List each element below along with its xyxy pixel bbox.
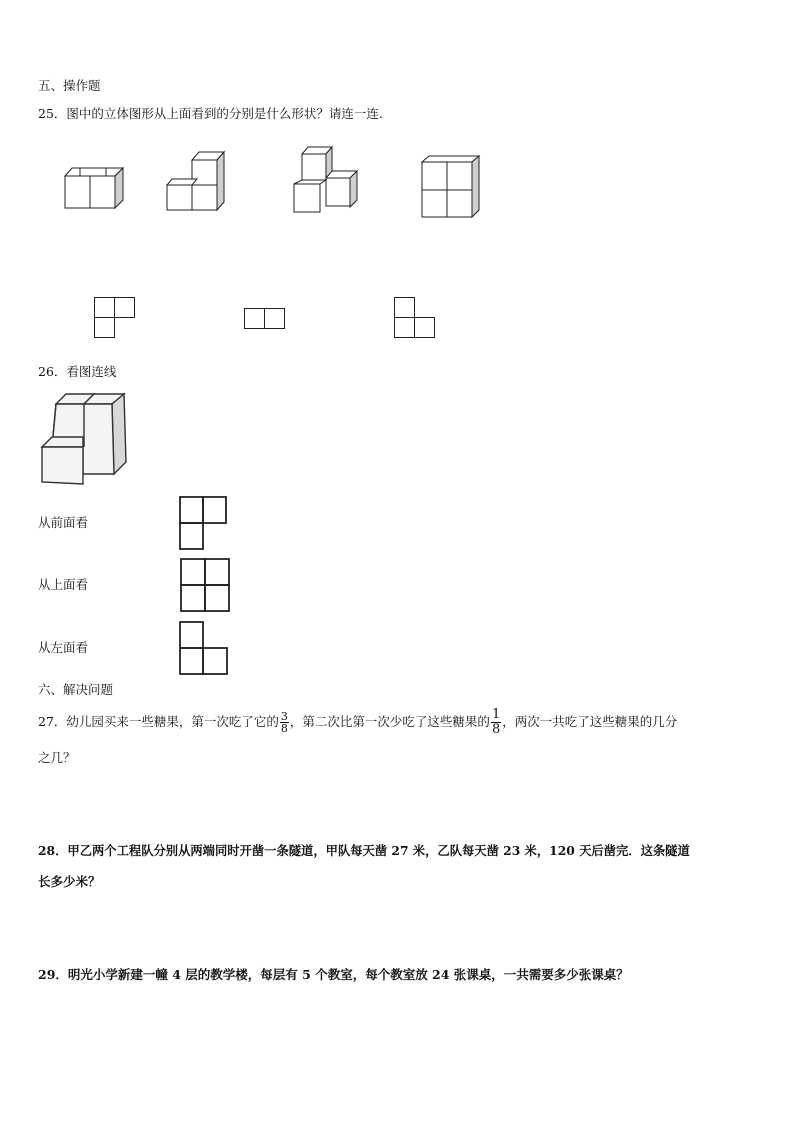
top-view-option-2[interactable]	[244, 308, 288, 332]
section-heading-5: 五、操作题	[38, 78, 101, 93]
question-27-line2: 之几？	[38, 750, 76, 765]
question-25-text: 25．图中的立体图形从上面看到的分别是什么形状？请连一连.	[38, 106, 383, 121]
fraction-numerator: 3	[280, 709, 288, 723]
view-option-c[interactable]	[179, 621, 231, 677]
fraction-3-8	[280, 711, 289, 734]
solid-figure-4	[418, 154, 488, 220]
view-label-front: 从前面看	[38, 515, 89, 530]
fraction-denominator: 8	[491, 721, 501, 737]
view-label-left: 从左面看	[38, 640, 89, 655]
question-29-text: 29．明光小学新建一幢 4 层的教学楼，每层有 5 个教室，每个教室放 24 张课桌，一共需要多少张课桌？	[38, 967, 629, 982]
solid-figure-1	[60, 160, 130, 216]
view-option-b[interactable]	[180, 558, 232, 614]
fraction-1-8	[491, 708, 501, 737]
top-view-option-3[interactable]	[394, 297, 438, 341]
question-27-line1	[38, 704, 677, 740]
top-view-option-1[interactable]	[94, 297, 138, 341]
question-28-line2: 长多少米？	[38, 874, 101, 889]
question-28-line1: 28．甲乙两个工程队分别从两端同时开凿一条隧道，甲队每天凿 27 米，乙队每天凿 23 米，120 天后凿完．这条隧道	[38, 843, 690, 858]
fraction-numerator: 1	[491, 706, 501, 722]
view-label-top: 从上面看	[38, 577, 89, 592]
q27-part1: 27．幼儿园买来一些糖果，第一次吃了它的	[38, 714, 279, 729]
view-option-a[interactable]	[179, 496, 231, 552]
q27-part3: ，两次一共吃了这些糖果的几分	[502, 714, 678, 729]
question-26-text: 26．看图连线	[38, 364, 117, 379]
fraction-denominator: 8	[280, 721, 288, 735]
solid-figure-3	[290, 144, 365, 216]
section-heading-6: 六、解决问题	[38, 682, 114, 697]
solid-figure-2	[163, 150, 233, 216]
solid-figure-26	[38, 392, 134, 488]
q27-part2: ，第二次比第一次少吃了这些糖果的	[289, 714, 490, 729]
